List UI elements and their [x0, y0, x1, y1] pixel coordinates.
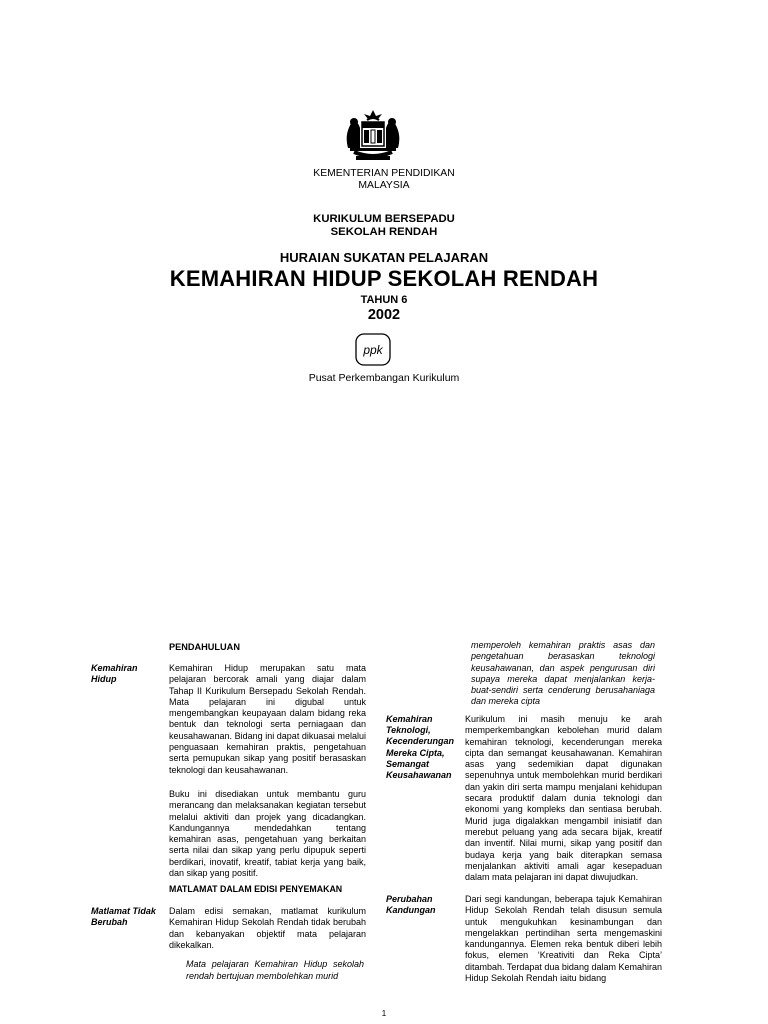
- margin-label-matlamat-tidak-berubah: Matlamat Tidak Berubah: [91, 906, 156, 928]
- ministry-name: [0, 168, 768, 193]
- publisher: Pusat Perkembangan Kurikulum: [308, 372, 460, 384]
- ministry-line-1: KEMENTERIAN PENDIDIKAN: [313, 168, 455, 179]
- program-line-1: KURIKULUM BERSEPADU: [313, 213, 455, 225]
- program-line-2: SEKOLAH RENDAH: [330, 226, 438, 238]
- right-body: [465, 714, 662, 883]
- ppk-logo-text: ppk: [363, 343, 383, 357]
- italic-quote-start: Mata pelajaran Kemahiran Hidup sekolah rendah bertujuan membolehkan murid: [186, 959, 364, 981]
- paragraph: Buku ini disediakan untuk membantu guru merancang dan melaksanakan kegiatan tersebut melalui aktiviti dan projek yang dicadangkan. Kandungannya mendedahkan tentang kemahiran asas, pengetahuan yang berkaitan serta nilai dan sikap yang perlu dipupuk seperti berdikari, inovatif, kreatif, tabiat kerja yang baik, dan sikap yang positif.: [169, 788, 366, 879]
- paragraph: Kurikulum ini masih menuju ke arah memperkembangkan kebolehan murid dalam kemahiran teknologi, kecenderungan mereka cipta dan semangat keusahawanan. Kemahiran asas yang sedemikian dapat digunakan sepenuhnya untuk membolehkan murid berdikari dan yakin diri serta mampu menjalani kehidupan secara produktif dalam dunia teknologi dan ekonomi yang kompleks dan sentiasa berubah. Murid juga digalakkan mengambil inisiatif dan merebut peluang yang ada secara bijak, kreatif dan inventif. Nilai murni, sikap yang positif dan budaya kerja yang baik diterapkan semasa menjalankan aktiviti amali agar kesepaduan dalam mata pelajaran ini dapat diwujudkan.: [465, 714, 662, 883]
- italic-quote-continued: memperoleh kemahiran praktis asas dan pengetahuan berasaskan teknologi keusahawanan, dan aspek pengurusan diri supaya mereka dapat menjalankan kerja-buat-sendiri serta cenderung berusahaniaga dan mereka cipta: [471, 640, 655, 707]
- section-heading-matlamat: MATLAMAT DALAM EDISI PENYEMAKAN: [169, 884, 343, 894]
- ppk-logo-icon: [355, 333, 391, 366]
- margin-label-kemahiran-hidup: Kemahiran Hidup: [91, 663, 138, 685]
- ministry-line-2: MALAYSIA: [358, 180, 410, 192]
- right-body-2: [465, 894, 662, 984]
- year: 2002: [367, 307, 401, 323]
- left-body-2: [169, 906, 366, 951]
- margin-label-perubahan-kandungan: Perubahan Kandungan: [386, 894, 436, 916]
- coat-of-arms-icon: [340, 108, 406, 166]
- paragraph: Kemahiran Hidup merupakan satu mata pelajaran bercorak amali yang diajar dalam Tahap II Kurikulum Bersepadu Sekolah Rendah. Mata pelajaran ini digubal untuk mengembangkan keupayaan dalam bidang reka bentuk dan teknologi serta perniagaan dan keusahawanan. Bidang ini dapat dikuasai melalui penguasaan kemahiran praktis, pengetahuan serta pemupukan sikap yang positif berasaskan teknologi dan keusahawanan.: [169, 663, 366, 775]
- section-heading-pendahuluan: PENDAHULUAN: [169, 642, 240, 652]
- margin-label-kemahiran-teknologi: Kemahiran Teknologi, Kecenderungan Mereka Cipta, Semangat Keusahawanan: [386, 714, 455, 781]
- document-title: KEMAHIRAN HIDUP SEKOLAH RENDAH: [169, 266, 599, 291]
- program-name: [0, 213, 768, 239]
- paragraph: Dalam edisi semakan, matlamat kurikulum Kemahiran Hidup Sekolah Rendah tidak berubah dan kebanyakan objektif mata pelajaran dikekalkan.: [169, 906, 366, 950]
- document-subtitle: HURAIAN SUKATAN PELAJARAN: [279, 250, 489, 265]
- page-number: 1: [381, 1009, 387, 1018]
- left-body: [169, 663, 366, 879]
- paragraph: Dari segi kandungan, beberapa tajuk Kemahiran Hidup Sekolah Rendah telah disusun semula untuk mengukuhkan kesinambungan dan mengelakkan pertindihan serta mengemaskini kandungannya. Elemen reka bentuk diberi lebih fokus, elemen ‘Kreativiti dan Reka Cipta’ ditambah. Terdapat dua bidang dalam Kemahiran Hidup Sekolah Rendah iaitu bidang: [465, 894, 662, 984]
- year-label: TAHUN 6: [360, 294, 408, 306]
